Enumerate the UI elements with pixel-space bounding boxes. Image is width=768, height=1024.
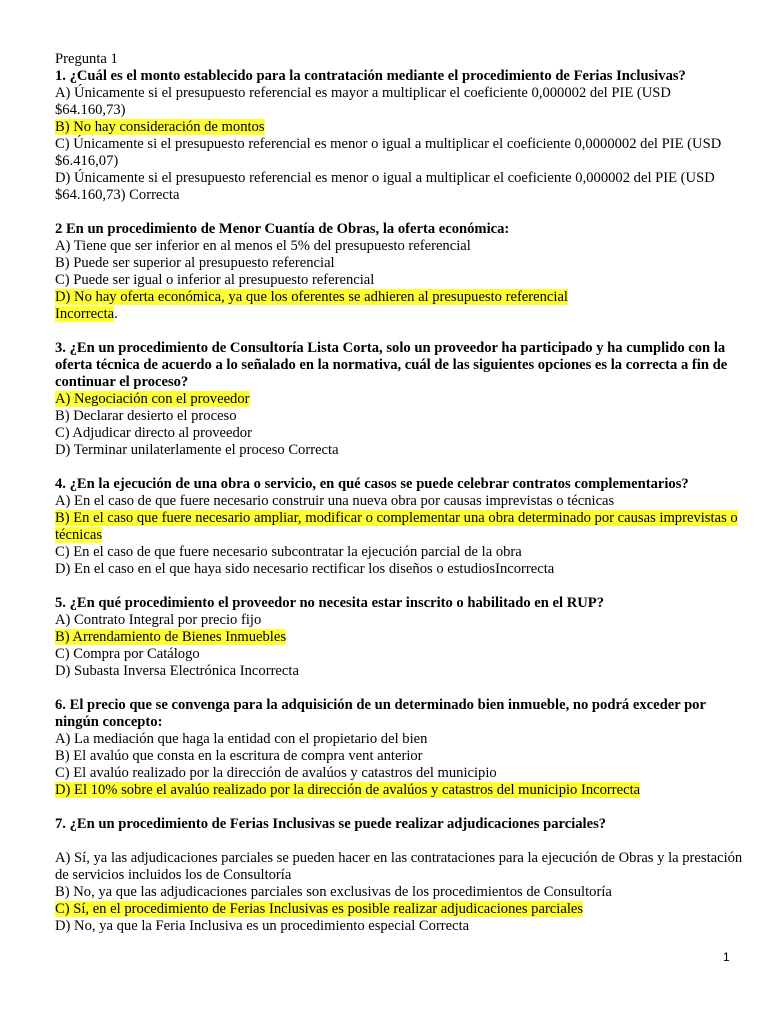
answer-text: C) Adjudicar directo al proveedor (55, 425, 252, 441)
answer-option (55, 289, 745, 306)
answer-text: D) En el caso en el que haya sido necesario rectificar los diseños o estudiosIncorrecta (55, 561, 555, 577)
answer-text: A) Sí, ya las adjudicaciones parciales se pueden hacer en las contrataciones para la ejecución de Obras y la prestación de servicios incluidos los de Consultoría (55, 850, 743, 883)
answer-option (55, 884, 745, 901)
highlighted-answer: B) Arrendamiento de Bienes Inmuebles (55, 629, 287, 645)
answer-text: C) En el caso de que fuere necesario subcontratar la ejecución parcial de la obra (55, 544, 522, 560)
answer-option (55, 170, 745, 204)
answer-text: A) Contrato Integral por precio fijo (55, 612, 262, 628)
question-list (55, 68, 745, 935)
answer-suffix: . (114, 306, 118, 322)
answer-option (55, 391, 745, 408)
question-text: 4. ¿En la ejecución de una obra o servicio, en qué casos se puede celebrar contratos complementarios? (55, 476, 689, 492)
answer-text: B) Puede ser superior al presupuesto referencial (55, 255, 335, 271)
answer-text: A) Tiene que ser inferior en al menos el 5% del presupuesto referencial (55, 238, 471, 254)
page-header: Pregunta 1 (55, 51, 118, 67)
answer-text: D) Únicamente si el presupuesto referencial es menor o igual a multiplicar el coeficiente 0,000002 del PIE (USD $64.160,73) Correcta (55, 170, 715, 203)
document-page (55, 51, 745, 952)
answer-text: C) Compra por Catálogo (55, 646, 200, 662)
answer-option (55, 85, 745, 119)
answer-option (55, 238, 745, 255)
answer-option (55, 408, 745, 425)
answer-option (55, 544, 745, 561)
question-block (55, 816, 745, 935)
question-block (55, 595, 745, 680)
answer-text: A) Únicamente si el presupuesto referencial es mayor a multiplicar el coeficiente 0,000002 del PIE (USD $64.160,73) (55, 85, 671, 118)
answer-option (55, 748, 745, 765)
answer-option (55, 731, 745, 748)
answer-text: B) No, ya que las adjudicaciones parciales son exclusivas de los procedimientos de Consultoría (55, 884, 612, 900)
question-text: 1. ¿Cuál es el monto establecido para la contratación mediante el procedimiento de Ferias Inclusivas? (55, 68, 686, 84)
answer-text: C) El avalúo realizado por la dirección de avalúos y catastros del municipio (55, 765, 497, 781)
answer-text: B) Declarar desierto el proceso (55, 408, 237, 424)
answer-option (55, 646, 745, 663)
answer-option (55, 612, 745, 629)
question-block (55, 697, 745, 799)
answer-text: A) La mediación que haga la entidad con el propietario del bien (55, 731, 428, 747)
answer-option (55, 136, 745, 170)
answer-text: D) No, ya que la Feria Inclusiva es un procedimiento especial Correcta (55, 918, 470, 934)
answer-option (55, 255, 745, 272)
highlighted-answer: B) En el caso que fuere necesario ampliar, modificar o complementar una obra determinado por causas imprevistas o técnicas (55, 510, 738, 543)
question-text: 5. ¿En qué procedimiento el proveedor no necesita estar inscrito o habilitado en el RUP? (55, 595, 605, 611)
question-block (55, 476, 745, 578)
answer-option (55, 918, 745, 935)
answer-text: D) Subasta Inversa Electrónica Incorrecta (55, 663, 299, 679)
question-text: 3. ¿En un procedimiento de Consultoría Lista Corta, solo un proveedor ha participado y ha cumplido con la oferta técnica de acuerdo a lo señalado en la normativa, cuál de las siguientes opciones es la correcta a fin de continuar el proceso? (55, 340, 728, 390)
answer-option (55, 510, 745, 544)
answer-text: B) El avalúo que consta en la escritura de compra vent anterior (55, 748, 423, 764)
question-text: 6. El precio que se convenga para la adquisición de un determinado bien inmueble, no podrá exceder por ningún concepto: (55, 697, 706, 730)
answer-option (55, 119, 745, 136)
answer-option (55, 493, 745, 510)
answer-option (55, 272, 745, 289)
answer-text: C) Puede ser igual o inferior al presupuesto referencial (55, 272, 375, 288)
page-number: 1 (723, 950, 730, 964)
highlighted-answer: B) No hay consideración de montos (55, 119, 265, 135)
question-text: 7. ¿En un procedimiento de Ferias Inclusivas se puede realizar adjudicaciones parciales? (55, 816, 607, 832)
spacer (55, 833, 745, 850)
highlighted-answer: A) Negociación con el proveedor (55, 391, 250, 407)
question-text: 2 En un procedimiento de Menor Cuantía de Obras, la oferta económica: (55, 221, 510, 237)
answer-option (55, 425, 745, 442)
highlighted-answer: C) Sí, en el procedimiento de Ferias Inclusivas es posible realizar adjudicaciones parciales (55, 901, 584, 917)
question-block (55, 221, 745, 323)
question-block (55, 340, 745, 459)
answer-option (55, 442, 745, 459)
highlighted-answer: Incorrecta (55, 306, 115, 322)
answer-text: A) En el caso de que fuere necesario construir una nueva obra por causas imprevistas o técnicas (55, 493, 615, 509)
answer-option (55, 561, 745, 578)
answer-option (55, 663, 745, 680)
answer-option (55, 901, 745, 918)
question-block (55, 68, 745, 204)
answer-option (55, 306, 745, 323)
answer-option (55, 782, 745, 799)
answer-option (55, 629, 745, 646)
highlighted-answer: D) El 10% sobre el avalúo realizado por la dirección de avalúos y catastros del municipio Incorrecta (55, 782, 641, 798)
answer-text: D) Terminar unilaterlamente el proceso Correcta (55, 442, 339, 458)
answer-option (55, 850, 745, 884)
answer-text: C) Únicamente si el presupuesto referencial es menor o igual a multiplicar el coeficiente 0,0000002 del PIE (USD $6.416,07) (55, 136, 722, 169)
highlighted-answer: D) No hay oferta económica, ya que los oferentes se adhieren al presupuesto referencial (55, 289, 568, 305)
answer-option (55, 765, 745, 782)
